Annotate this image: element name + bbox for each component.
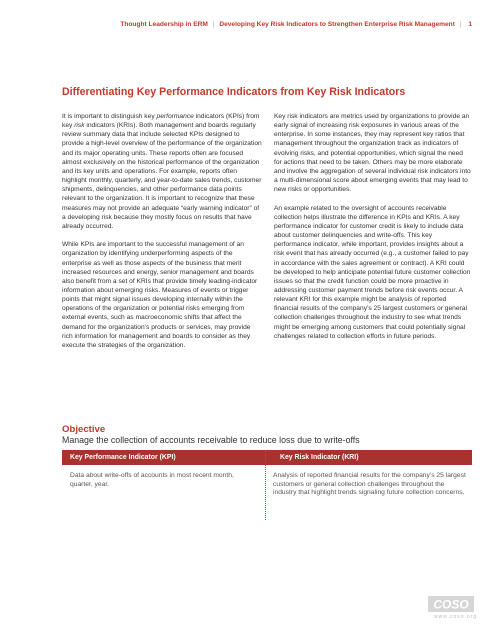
- coso-logo: [428, 596, 474, 612]
- kpi-cell: Data about write-offs of accounts in most recent month, quarter, year.: [70, 472, 234, 488]
- objective-label: Objective: [62, 424, 106, 435]
- section-title: Differentiating Key Performance Indicators from Key Risk Indicators: [62, 86, 406, 98]
- kri-column-header: Key Risk Indicator (KRI): [280, 454, 359, 461]
- left-paragraph-2: While KPIs are important to the successful management of an organization by identifying underperforming aspects of the enterprise as well as those aspects of the business that merit increased resources and energy, senior management and boards also benefit from a set of KRIs that provide timely leading-indicator information about emerging risks. Measures of events or trigger points that might signal issues developing internally within the operations of the organization or potential risks emerging from external events, such as macroeconomic shifts that affect the demand for the organization’s products or services, may provide rich information for management and boards to consider as they execute the strategies of the organization.: [62, 241, 258, 349]
- series-title: Thought Leadership in ERM: [120, 21, 208, 28]
- kpi-column-header: Key Performance Indicator (KPI): [70, 454, 176, 461]
- header-separator: |: [212, 21, 215, 28]
- table-divider: [265, 450, 266, 520]
- running-header: [120, 21, 472, 28]
- objective-text: Manage the collection of accounts receivable to reduce loss due to write-offs: [62, 435, 360, 445]
- header-separator-2: |: [459, 21, 462, 28]
- right-column: [274, 112, 471, 350]
- left-paragraph-1: It is important to distinguish key performance indicators (KPIs) from key risk indicators (KRIs). Both management and boards regularly review summary data that include selected KPIs designed to provide a high-level overview of the performance of the organization and its major operating units. These reports often are focused almost exclusively on the historical performance of the organization and its key units and operations. For example, reports often highlight monthly, quarterly, and year-to-date sales trends, customer shipments, delinquencies, and other performance data points relevant to the organization. It is important to recognize that these measures may not provide an adequate “early warning indicator” of a developing risk because they mostly focus on results that have already occurred.: [62, 113, 262, 230]
- table-header: [62, 450, 472, 465]
- website-url: www.coso.org: [434, 614, 478, 620]
- right-paragraph-2: An example related to the oversight of accounts receivable collection helps illustrate the difference in KPIs and KRIs. A key performance indicator for customer credit is likely to include data about customer delinquencies and write-offs. This key performance indicator, while important, provides insights about a risk event that has already occurred (e.g., a customer failed to pay in accordance with the sales agreement or contract). A KRI could be developed to help anticipate potential future customer collection issues so that the credit function could be more proactive in addressing customer payment trends before risk events occur. A relevant KRI for this example might be analysis of reported financial results of the company’s 25 largest customers or general collection challenges throughout the industry to see what trends might be emerging among customers that could potentially signal challenges related to collection efforts in future periods.: [274, 204, 471, 340]
- document-subtitle: Developing Key Risk Indicators to Strengthen Enterprise Risk Management: [219, 21, 455, 28]
- right-paragraph-1: Key risk indicators are metrics used by organizations to provide an early signal of increasing risk exposures in various areas of the enterprise. In some instances, they may represent key ratios that management throughout the organization track as indicators of evolving risks, and potential opportunities, which signal the need for actions that need to be taken. Others may be more elaborate and involve the aggregation of several individual risk indicators into a multi-dimensional score about emerging events that may lead to new risks or opportunities.: [274, 113, 471, 194]
- page-number: 1: [468, 21, 472, 28]
- logo-text: COSO: [433, 597, 469, 612]
- kri-cell: Analysis of reported financial results for the company’s 25 largest customers or general collection challenges throughout the industry that highlight trends signaling future collection concerns.: [273, 472, 466, 497]
- left-column: [62, 112, 262, 359]
